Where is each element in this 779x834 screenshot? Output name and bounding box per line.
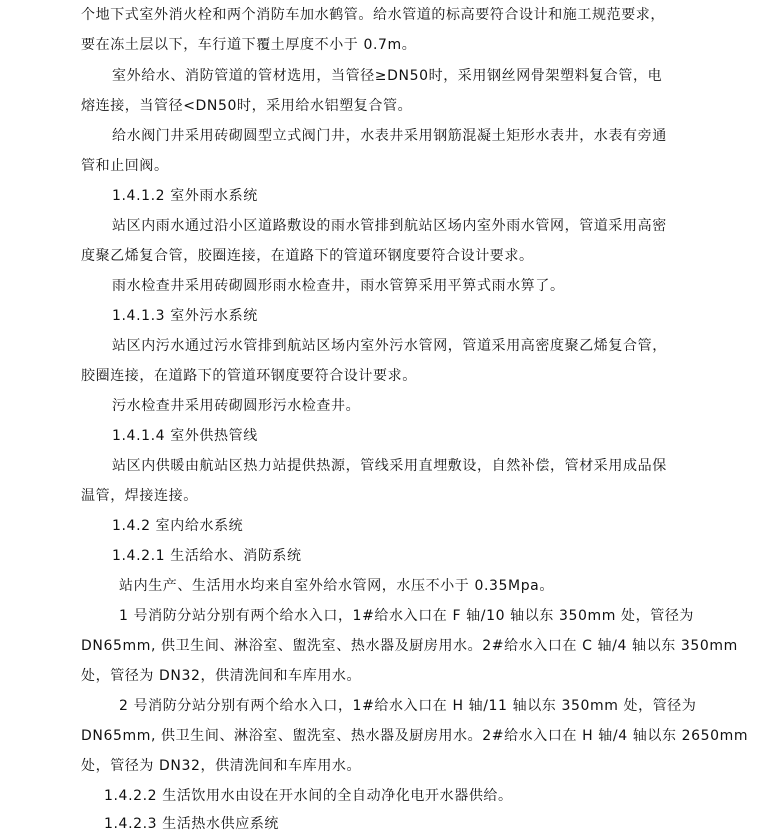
paragraph-line: 站区内污水通过污水管排到航站区场内室外污水管网，管道采用高密度聚乙烯复合管， [112,338,667,354]
paragraph-line: 站内生产、生活用水均来自室外给水管网，水压不小于 0.35Mpa。 [119,578,554,594]
paragraph-line: 处，管径为 DN32，供清洗间和车库用水。 [81,758,362,774]
section-heading: 1.4.1.2 室外雨水系统 [112,188,258,204]
paragraph-line: 污水检查井采用砖砌圆形污水检查井。 [112,398,361,414]
section-heading: 1.4.1.3 室外污水系统 [112,308,258,324]
paragraph-line: 给水阀门井采用砖砌圆型立式阀门井，水表井采用钢筋混凝土矩形水表井，水表有旁通 [112,128,667,144]
section-heading: 1.4.2.1 生活给水、消防系统 [112,548,302,564]
section-heading: 1.4.1.4 室外供热管线 [112,428,258,444]
paragraph-line: 个地下式室外消火栓和两个消防车加水鹤管。给水管道的标高要符合设计和施工规范要求， [81,7,665,23]
paragraph-line: 熔连接，当管径<DN50时，采用给水铝塑复合管。 [81,98,413,114]
paragraph-line: 室外给水、消防管道的管材选用，当管径≥DN50时，采用钢丝网骨架塑料复合管，电 [112,68,663,84]
section-heading: 1.4.2.2 生活饮用水由设在开水间的全自动净化电开水器供给。 [104,788,513,804]
paragraph-line: 胶圈连接，在道路下的管道环钢度要符合设计要求。 [81,368,417,384]
section-heading: 1.4.2 室内给水系统 [112,518,244,534]
paragraph-line: 要在冻土层以下，车行道下覆土厚度不小于 0.7m。 [81,37,417,53]
paragraph-line: 2 号消防分站分别有两个给水入口，1#给水入口在 H 轴/11 轴以东 350mm 处，管径为 [119,698,697,714]
paragraph-line: 站区内雨水通过沿小区道路敷设的雨水管排到航站区场内室外雨水管网，管道采用高密 [112,218,667,234]
paragraph-line: 管和止回阀。 [81,158,169,174]
paragraph-line: DN65mm, 供卫生间、淋浴室、盥洗室、热水器及厨房用水。2#给水入口在 H 轴/4 轴以东 2650mm [81,728,749,744]
paragraph-line: 温管，焊接连接。 [81,488,198,504]
paragraph-line: 雨水检查井采用砖砌圆形雨水检查井，雨水管箅采用平箅式雨水箅了。 [112,278,565,294]
paragraph-line: 1 号消防分站分别有两个给水入口，1#给水入口在 F 轴/10 轴以东 350mm 处，管径为 [119,608,695,624]
paragraph-line: DN65mm, 供卫生间、淋浴室、盥洗室、热水器及厨房用水。2#给水入口在 C 轴/4 轴以东 350mm [81,638,738,654]
section-heading: 1.4.2.3 生活热水供应系统 [104,816,280,832]
paragraph-line: 处，管径为 DN32，供清洗间和车库用水。 [81,668,362,684]
paragraph-line: 度聚乙烯复合管，胶圈连接，在道路下的管道环钢度要符合设计要求。 [81,248,534,264]
paragraph-line: 站区内供暖由航站区热力站提供热源，管线采用直埋敷设，自然补偿，管材采用成品保 [112,458,667,474]
